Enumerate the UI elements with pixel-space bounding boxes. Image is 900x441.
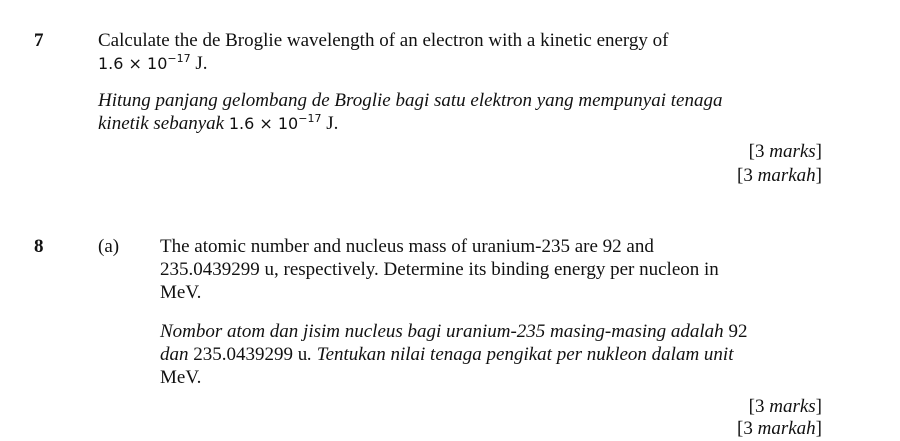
question-8a-malay-line-1 (160, 321, 747, 344)
question-7-english (98, 30, 669, 76)
atomic-number-value: 92 (728, 321, 748, 342)
question-8a-malay-line-3: MeV. (160, 367, 202, 388)
question-8-part-label: (a) (98, 236, 120, 257)
question-8a-english-line-1: The atomic number and nucleus mass of uranium-235 are 92 and (160, 236, 654, 257)
marks-open: [3 (748, 396, 770, 417)
question-7-marks-english (749, 141, 822, 164)
malay-line-2-prefix: dan (160, 344, 194, 365)
energy-mantissa: 1.6 × 10 (98, 54, 168, 73)
question-7-malay-line-2-prefix: kinetik sebanyak (98, 113, 229, 134)
energy-value-malay (229, 114, 322, 133)
question-7-malay (98, 90, 722, 136)
question-7-marks-malay (737, 165, 822, 188)
markah-open: [3 (737, 165, 758, 186)
question-8a-marks-malay (737, 418, 822, 441)
marks-close: ] (815, 141, 822, 162)
energy-exponent: −17 (167, 52, 191, 65)
question-8a-malay (160, 321, 747, 390)
question-7-english-line-2 (98, 53, 669, 76)
malay-line-2-rest: . Tentukan nilai tenaga pengikat per nukleon dalam unit (307, 344, 734, 365)
marks-open: [3 (748, 141, 770, 162)
markah-close: ] (815, 418, 822, 439)
question-8a-malay-line-2 (160, 344, 747, 367)
markah-word: markah (757, 418, 816, 439)
marks-close: ] (815, 396, 822, 417)
question-8a-english (160, 236, 719, 305)
malay-line-1-text: Nombor atom dan jisim nucleus bagi uranium-235 masing-masing adalah (160, 321, 729, 342)
energy-unit-malay: J. (321, 113, 339, 134)
markah-close: ] (815, 165, 822, 186)
question-8a-english-line-3: MeV. (160, 282, 202, 303)
question-7-english-line-1: Calculate the de Broglie wavelength of an electron with a kinetic energy of (98, 30, 669, 51)
question-8a-marks-english (749, 396, 822, 419)
energy-value (98, 54, 191, 73)
marks-word: marks (769, 141, 816, 162)
nucleus-mass-value: 235.0439299 u (193, 344, 308, 365)
question-7-number: 7 (34, 30, 44, 51)
markah-word: markah (757, 165, 816, 186)
energy-unit: J. (190, 53, 208, 74)
marks-word: marks (769, 396, 816, 417)
energy-mantissa-malay: 1.6 × 10 (228, 114, 299, 133)
question-8-number: 8 (34, 236, 44, 257)
energy-exponent-malay: −17 (298, 112, 322, 125)
question-7-malay-line-2 (98, 113, 722, 136)
question-8a-english-line-2: 235.0439299 u, respectively. Determine its binding energy per nucleon in (160, 259, 719, 280)
question-7-malay-line-1: Hitung panjang gelombang de Broglie bagi satu elektron yang mempunyai tenaga (98, 90, 723, 111)
markah-open: [3 (737, 418, 758, 439)
